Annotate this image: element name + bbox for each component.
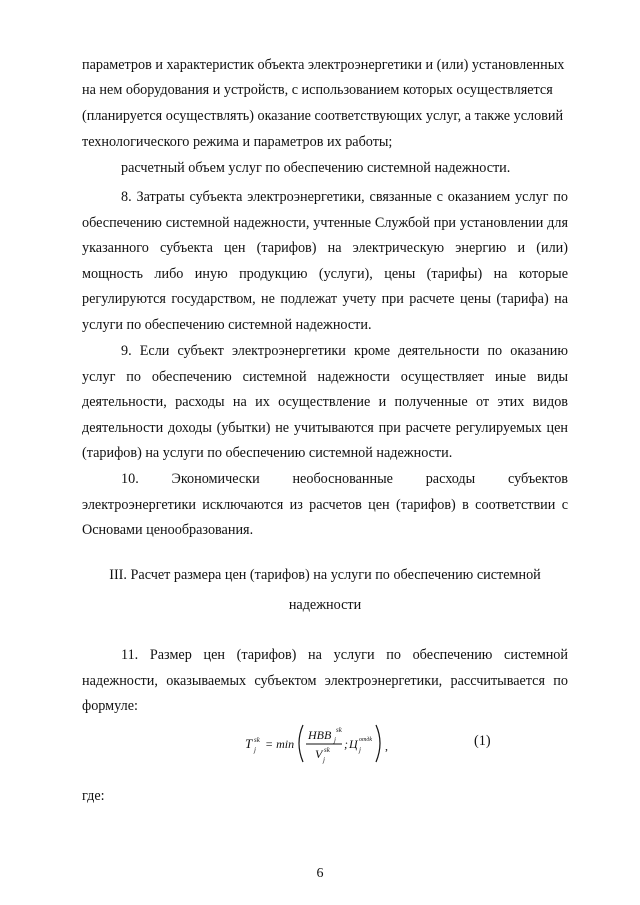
formula-term: Ц [349, 737, 358, 751]
page-number: 6 [316, 866, 324, 881]
text-line-4: технологического режима и параметров их работы; [82, 134, 393, 150]
text-line-2: на нем оборудования и устройств, с использованием которых осуществляется [82, 82, 553, 98]
formula [243, 718, 393, 768]
formula-lhs: T [245, 736, 253, 751]
formula-denominator-sub: j [323, 756, 325, 764]
formula-denominator-sup: sk [324, 746, 330, 754]
paragraph-10: 10. Экономически необоснованные расходы субъектов электроэнергетики исключаются из расчетов цен (тарифов) в соответствии с Основами ценообразования. [82, 471, 568, 538]
section-heading-line-2: надежности [288, 597, 362, 613]
formula-term-sup: отдk [359, 737, 373, 743]
section-heading [82, 560, 568, 620]
section-heading-line-1: III. Расчет размера цен (тарифов) на услуги по обеспечению системной [109, 567, 541, 583]
formula-lhs-sup: sk [254, 736, 260, 744]
formula-numerator-sup: sk [336, 726, 342, 734]
formula-left-paren [299, 725, 303, 762]
paragraph-8: 8. Затраты субъекта электроэнергетики, связанные с оказанием услуг по обеспечению системной надежности, учтенные Службой при установлении для указанного субъекта цен (тарифов) на электрическую энергию и (или) мощность либо иную продукцию (услуги), цены (тарифы) на которые регулируются государством, не подлежат учету при расчете цены (тарифа) на услуги по обеспечению системной надежности. [82, 189, 568, 333]
formula-right-paren [376, 725, 380, 762]
formula-numerator-sub: j [334, 736, 336, 744]
text-line-5: расчетный объем услуг по обеспечению системной надежности. [121, 160, 511, 176]
formula-numerator: HBB [308, 728, 332, 742]
formula-number: (1) [474, 733, 491, 749]
formula-equals-min: = min [265, 737, 295, 751]
formula-separator: ; [344, 737, 348, 751]
formula-term-sub: j [359, 746, 361, 754]
text-line-1: параметров и характеристик объекта электроэнергетики и (или) установленных [82, 57, 565, 73]
where-label: где: [82, 788, 105, 804]
formula-lhs-sub: j [254, 746, 256, 754]
formula-denominator: V [315, 747, 323, 761]
paragraph-11: 11. Размер цен (тарифов) на услуги по обеспечению системной надежности, оказываемых субъектом электроэнергетики, рассчитывается по формуле: [82, 647, 568, 714]
text-line-3: (планируется осуществлять) оказание соответствующих услуг, а также условий [82, 108, 564, 124]
formula-comma: , [385, 739, 388, 753]
paragraph-9: 9. Если субъект электроэнергетики кроме деятельности по оказанию услуг по обеспечению системной надежности осуществляет иные виды деятельности, расходы на их осуществление и полученные от этих видов деятельности доходы (убытки) не учитываются при расчете регулируемых цен (тарифов) на услуги по обеспечению системной надежности. [82, 343, 568, 461]
